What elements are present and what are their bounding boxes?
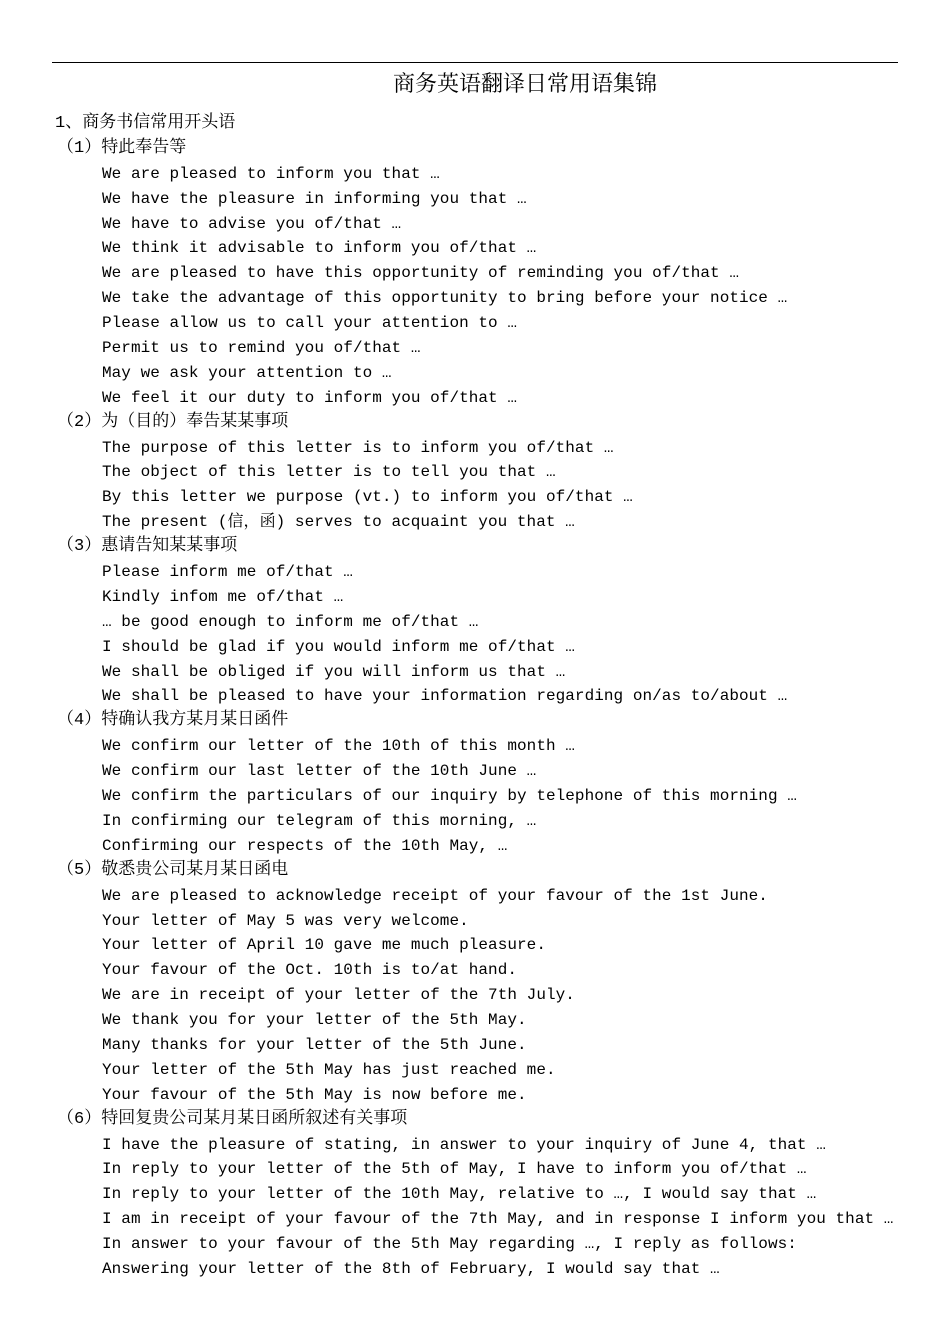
phrase-line: The object of this letter is to tell you that … xyxy=(102,463,556,482)
phrase-line: The purpose of this letter is to inform you of/that … xyxy=(102,438,614,457)
group-heading: （3）惠请告知某某事项 xyxy=(57,537,238,557)
phrase-line: … be good enough to inform me of/that … xyxy=(102,612,479,631)
phrase-line: We are pleased to inform you that … xyxy=(102,164,440,183)
phrase-line: Please allow us to call your attention to … xyxy=(102,314,518,333)
phrase-line: We confirm our letter of the 10th of this month … xyxy=(102,737,575,756)
phrase-line: We have the pleasure in informing you that … xyxy=(102,189,527,208)
phrase-line: We are pleased to acknowledge receipt of your favour of the 1st June. xyxy=(102,886,768,905)
phrase-line: Your favour of the Oct. 10th is to/at hand. xyxy=(102,961,518,980)
phrase-line: I have the pleasure of stating, in answer to your inquiry of June 4, that … xyxy=(102,1135,826,1154)
phrase-line: We are pleased to have this opportunity of reminding you of/that … xyxy=(102,264,740,283)
phrase-line: By this letter we purpose (vt.) to inform you of/that … xyxy=(102,488,633,507)
section-heading: 1、商务书信常用开头语 xyxy=(55,114,236,133)
phrase-line: We shall be pleased to have your information regarding on/as to/about … xyxy=(102,687,788,706)
page-title: 商务英语翻译日常用语集锦 xyxy=(392,72,657,97)
phrase-line: In reply to your letter of the 10th May, relative to …, I would say that … xyxy=(102,1185,817,1204)
phrase-line: I am in receipt of your favour of the 7th May, and in response I inform you that … xyxy=(102,1210,894,1229)
group-heading: （4）特确认我方某月某日函件 xyxy=(57,711,289,731)
group-5 xyxy=(55,859,935,1108)
group-2 xyxy=(55,411,935,535)
phrase-line: Please inform me of/that … xyxy=(102,563,353,582)
phrase-line: We think it advisable to inform you of/that … xyxy=(102,239,537,258)
group-heading: （5）敬悉贵公司某月某日函电 xyxy=(57,860,289,880)
phrase-line: In answer to your favour of the 5th May regarding …, I reply as follows: xyxy=(102,1235,797,1254)
phrase-line: In reply to your letter of the 5th of May, I have to inform you of/that … xyxy=(102,1160,807,1179)
document-body xyxy=(55,112,935,1282)
group-3 xyxy=(55,535,935,709)
phrase-line: Kindly infom me of/that … xyxy=(102,587,344,606)
phrase-line: Your letter of the 5th May has just reached me. xyxy=(102,1060,556,1079)
phrase-line: Many thanks for your letter of the 5th June. xyxy=(102,1035,527,1054)
phrase-line: We shall be obliged if you will inform us that … xyxy=(102,662,566,681)
group-4 xyxy=(55,709,935,858)
phrase-line: Your letter of April 10 gave me much pleasure. xyxy=(102,936,546,955)
phrase-line: Confirming our respects of the 10th May, … xyxy=(102,836,508,855)
group-heading: （6）特回复贵公司某月某日函所叙述有关事项 xyxy=(57,1109,408,1129)
phrase-line: We are in receipt of your letter of the 7th July. xyxy=(102,986,575,1005)
header-rule xyxy=(52,62,898,63)
group-heading: （2）为（目的）奉告某某事项 xyxy=(57,412,289,432)
phrase-line: The present (信，函) serves to acquaint you that … xyxy=(102,513,575,532)
phrase-line: We take the advantage of this opportunity to bring before your notice … xyxy=(102,289,788,308)
phrase-line: Your favour of the 5th May is now before me. xyxy=(102,1085,527,1104)
phrase-line: We confirm our last letter of the 10th June … xyxy=(102,762,537,781)
phrase-line: Answering your letter of the 8th of February, I would say that … xyxy=(102,1259,720,1278)
group-1 xyxy=(55,137,935,411)
phrase-line: Your letter of May 5 was very welcome. xyxy=(102,911,469,930)
phrase-line: In confirming our telegram of this morning, … xyxy=(102,811,537,830)
phrase-line: We feel it our duty to inform you of/that … xyxy=(102,388,518,407)
group-6 xyxy=(55,1108,935,1282)
phrase-line: We confirm the particulars of our inquiry by telephone of this morning … xyxy=(102,787,797,806)
phrase-line: I should be glad if you would inform me of/that … xyxy=(102,637,575,656)
phrase-line: We have to advise you of/that … xyxy=(102,214,402,233)
phrase-line: We thank you for your letter of the 5th May. xyxy=(102,1011,527,1030)
phrase-line: Permit us to remind you of/that … xyxy=(102,339,421,358)
phrase-line: May we ask your attention to … xyxy=(102,363,392,382)
group-heading: （1）特此奉告等 xyxy=(57,138,187,158)
